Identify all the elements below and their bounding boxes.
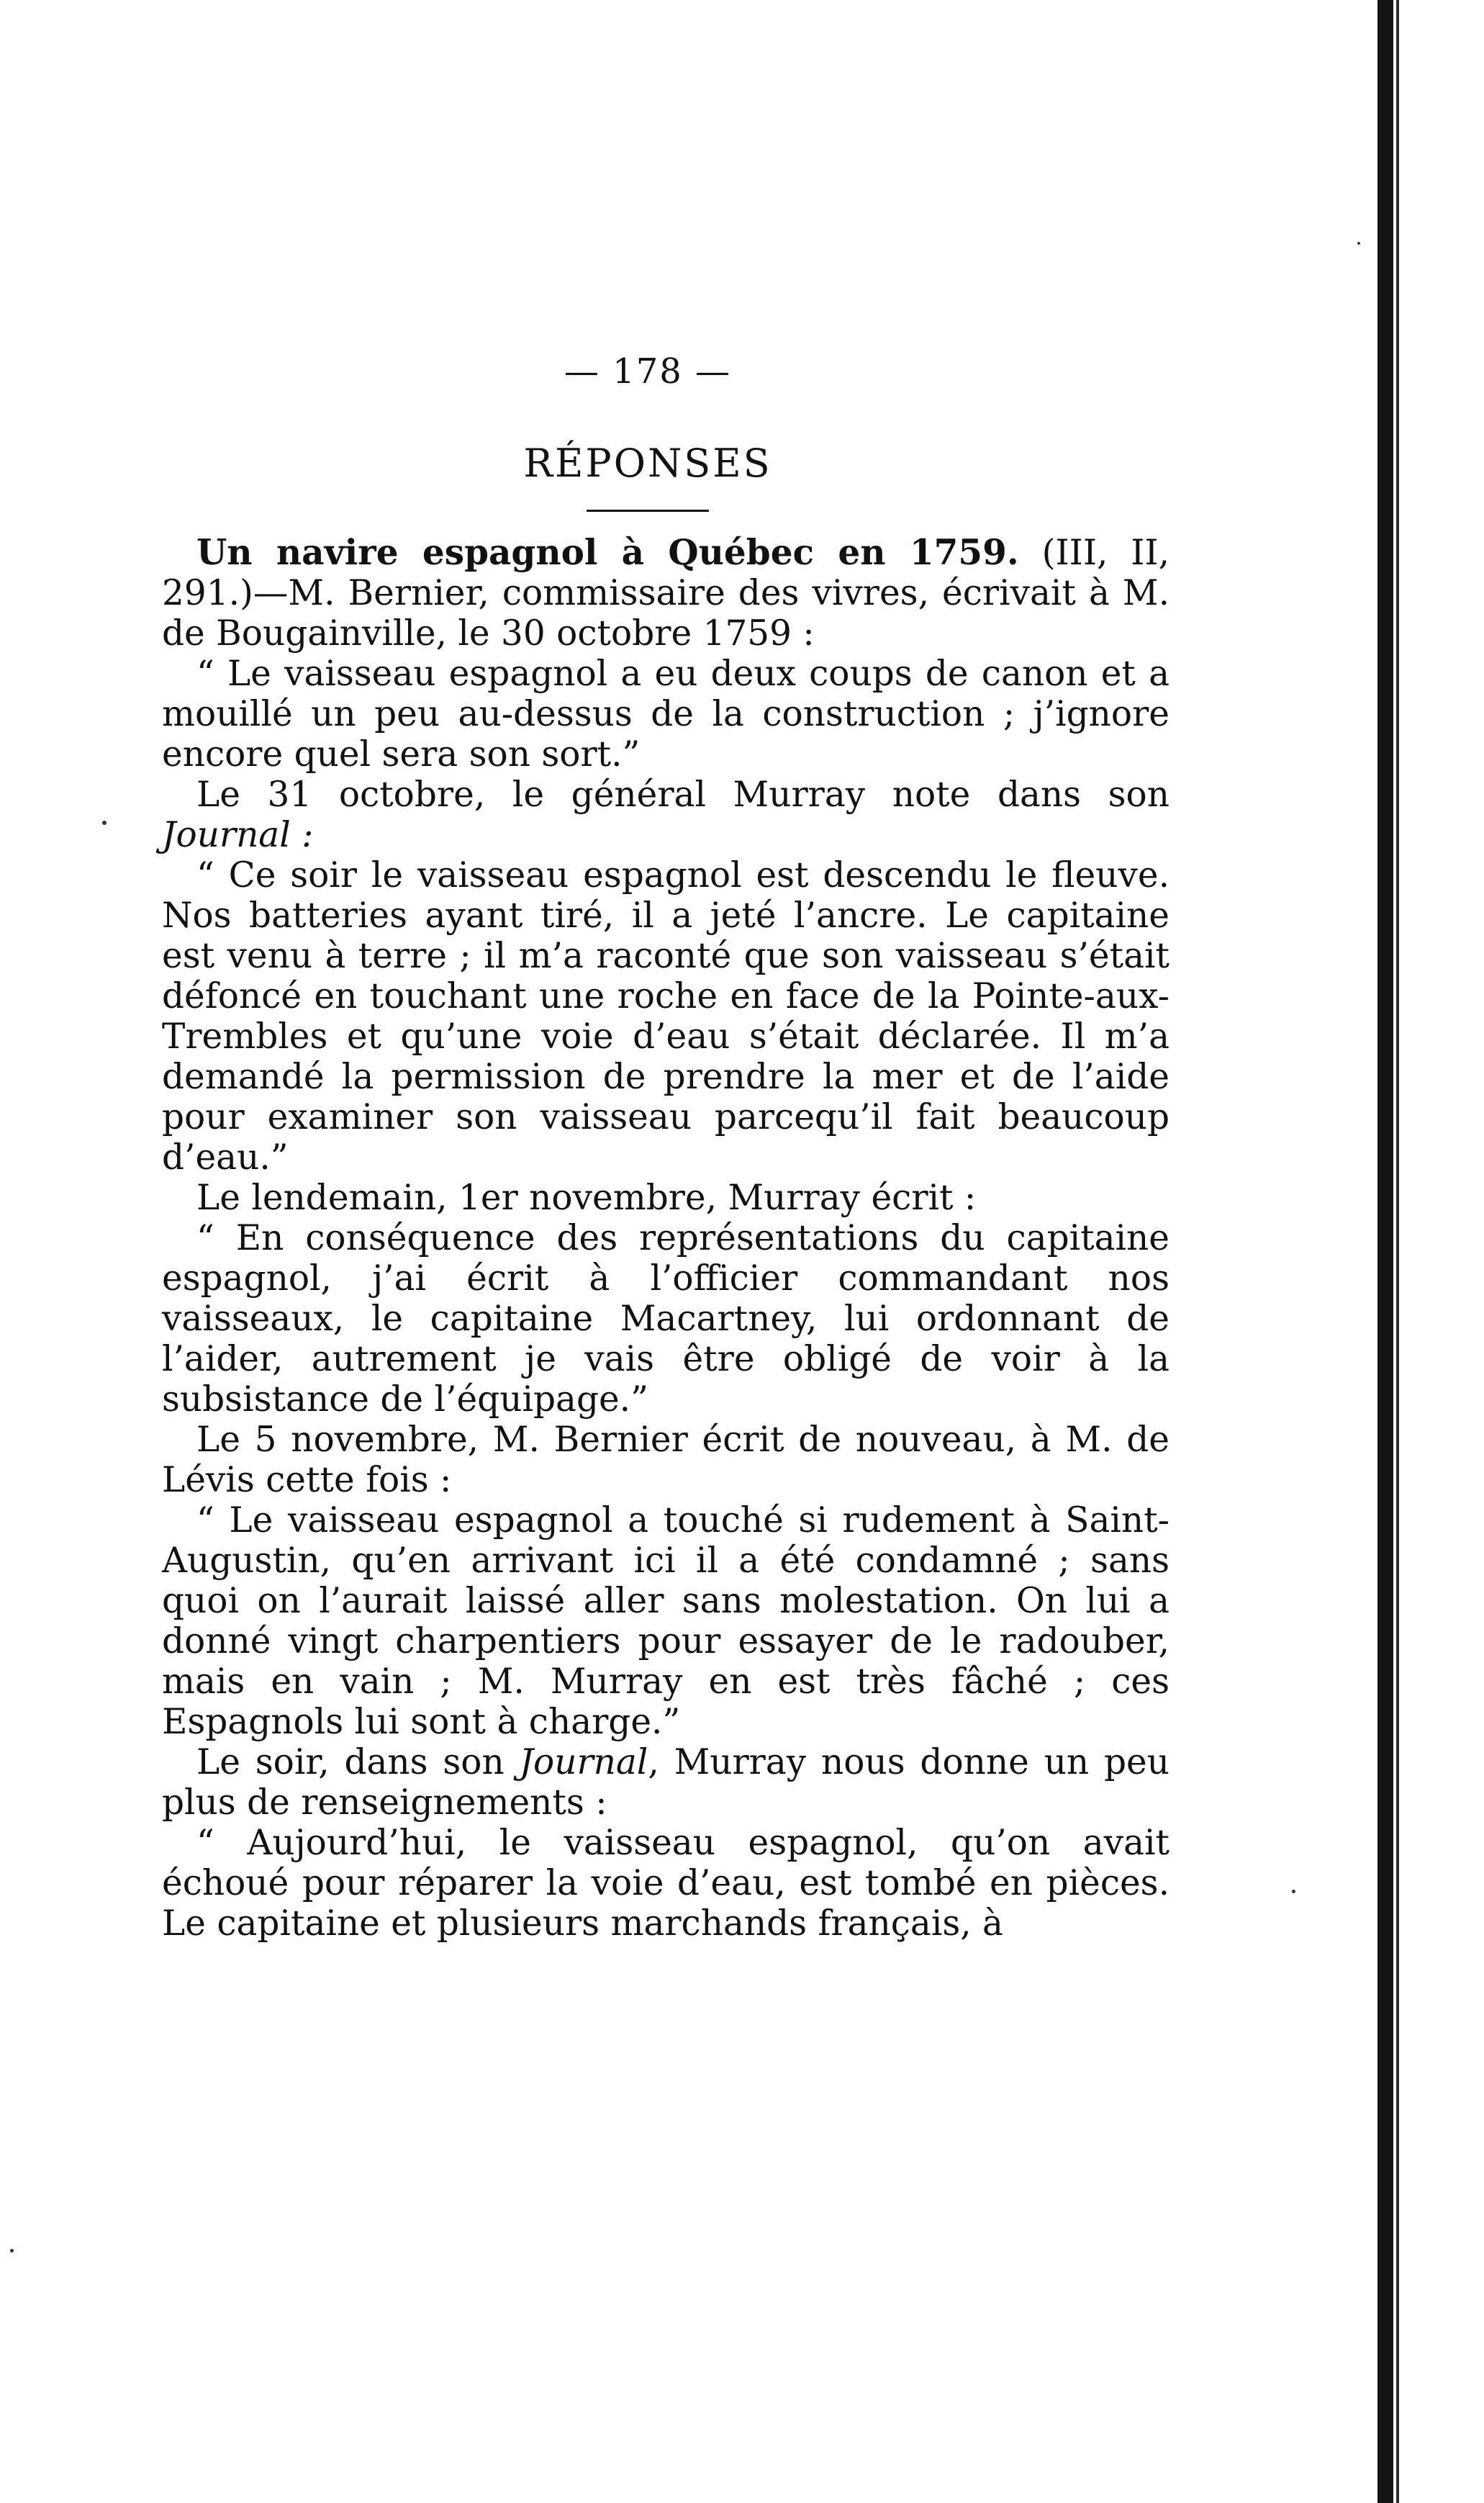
article-heading-paragraph xyxy=(162,533,1169,654)
paragraph-quote-4: “ Le vaisseau espagnol a touché si rudement à Saint-Augustin, qu’en arrivant ici il a été condamné ; sans quoi on l’aurait laissé aller sans molestation. On lui a donné vingt charpentiers pour essayer de le radouber, mais en vain ; M. Murray en est très fâché ; ces Espagnols lui sont à charge.” xyxy=(162,1500,1169,1742)
paper-speck xyxy=(10,2249,14,2252)
journal-title: Journal xyxy=(519,1742,648,1782)
paragraph-lendemain: Le lendemain, 1er novembre, Murray écrit : xyxy=(196,1178,977,1218)
article-reference: (III, II, 291.)—M. Bernier, commissaire des vivres, écrivait à M. de Bougainville, le 30 octobre 1759 : xyxy=(162,533,1169,654)
title-rule xyxy=(587,510,709,512)
paragraph-prefix: Le soir, dans son xyxy=(196,1742,520,1782)
article-heading: Un navire espagnol à Québec en 1759. xyxy=(196,532,1019,573)
journal-comma: , xyxy=(648,1742,659,1782)
page-edge-line xyxy=(1396,0,1399,2503)
paper-speck xyxy=(1357,242,1360,245)
paper-speck xyxy=(1292,1890,1295,1893)
paragraph-text: Murray nous donne un peu plus de renseignements : xyxy=(162,1742,1169,1823)
paragraph-5-novembre: Le 5 novembre, M. Bernier écrit de nouveau, à M. de Lévis cette fois : xyxy=(162,1420,1169,1500)
journal-title: Journal xyxy=(162,815,291,855)
paragraph-quote-1: “ Le vaisseau espagnol a eu deux coups de canon et a mouillé un peu au-dessus de la construction ; j’ignore encore quel sera son sort.” xyxy=(162,654,1169,775)
article-body xyxy=(162,533,1169,1944)
page-edge-shadow xyxy=(1377,0,1393,2503)
paragraph-text: Le 31 octobre, le général Murray note dans son xyxy=(196,775,1169,815)
paragraph-murray-note xyxy=(162,775,1169,855)
paragraph-quote-5: “ Aujourd’hui, le vaisseau espagnol, qu’on avait échoué pour réparer la voie d’eau, est tombé en pièces. Le capitaine et plusieurs marchands français, à xyxy=(162,1823,1169,1944)
paragraph-quote-3: “ En conséquence des représentations du capitaine espagnol, j’ai écrit à l’officier commandant nos vaisseaux, le capitaine Macartney, lui ordonnant de l’aider, autrement je vais être obligé de voir à la subsistance de l’équipage.” xyxy=(162,1218,1169,1420)
paragraph-quote-2: “ Ce soir le vaisseau espagnol est descendu le fleuve. Nos batteries ayant tiré, il a jeté l’ancre. Le capitaine est venu à terre ; il m’a raconté que son vaisseau s’était défoncé en touchant une roche en face de la Pointe-aux-Trembles et qu’une voie d’eau s’était déclarée. Il m’a demandé la permission de prendre la mer et de l’aide pour examiner son vaisseau parcequ’il fait beaucoup d’eau.” xyxy=(162,855,1169,1178)
paper-speck xyxy=(102,821,107,825)
section-title: RÉPONSES xyxy=(523,441,772,486)
page-number: — 178 — xyxy=(564,351,732,392)
journal-colon: : xyxy=(290,815,314,855)
paragraph-le-soir xyxy=(162,1742,1169,1823)
